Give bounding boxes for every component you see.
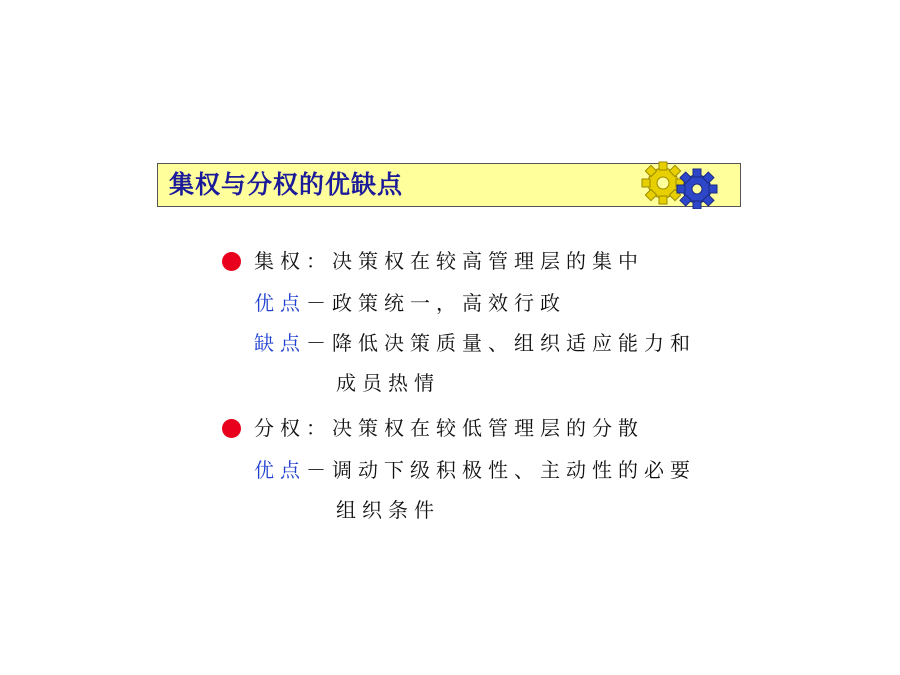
decentralization-advantages	[254, 457, 696, 483]
decentralization-heading: 分权：决策权在较低管理层的分散	[254, 416, 644, 440]
centralization-advantages	[254, 290, 566, 316]
advantages-label: 优点	[254, 291, 306, 315]
advantages-text: －调动下级积极性、主动性的必要	[306, 458, 696, 482]
title-bar	[157, 163, 741, 207]
yellow-gear-icon	[642, 162, 684, 204]
page-title: 集权与分权的优缺点	[169, 170, 404, 199]
disadvantages-label: 缺点	[254, 331, 306, 355]
centralization-disadvantages	[254, 330, 696, 356]
advantages-text: －政策统一，高效行政	[306, 291, 566, 315]
bullet-centralization	[222, 252, 241, 271]
advantages-label: 优点	[254, 458, 306, 482]
gears-icon	[635, 161, 725, 209]
disadvantages-text: －降低决策质量、组织适应能力和	[306, 331, 696, 355]
disadvantages-text-continued: 成员热情	[336, 371, 440, 395]
centralization-heading: 集权：决策权在较高管理层的集中	[254, 249, 644, 273]
bullet-decentralization	[222, 419, 241, 438]
advantages-text-continued: 组织条件	[336, 498, 440, 522]
blue-gear-icon	[677, 169, 717, 209]
